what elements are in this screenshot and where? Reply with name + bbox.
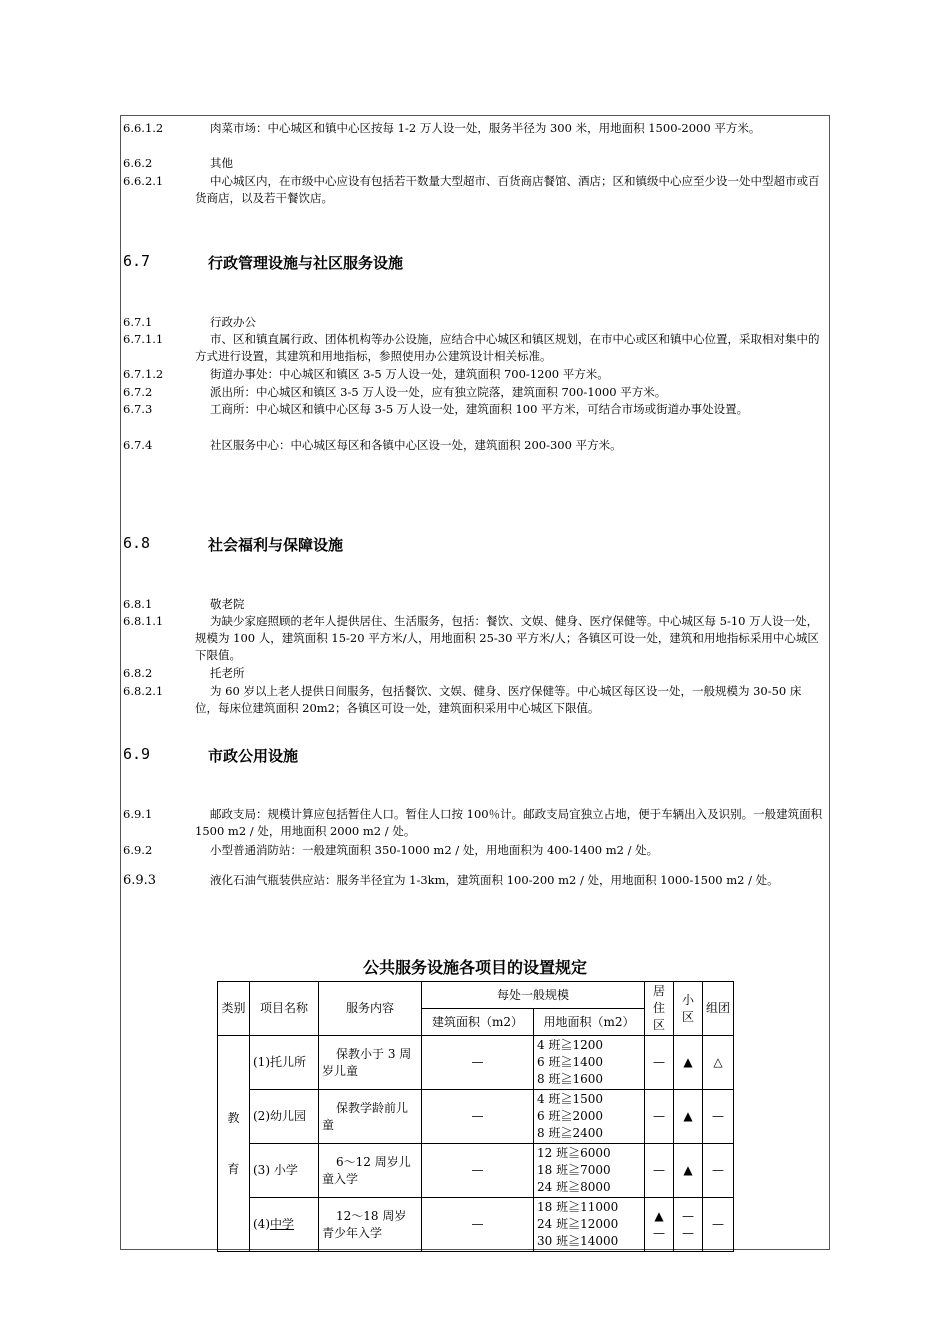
header-category: 类别 <box>218 982 250 1036</box>
building-area: — <box>422 1090 534 1144</box>
clause-6-8-2-1 <box>123 683 823 717</box>
land-area-line: 24 班≧12000 <box>537 1217 619 1231</box>
item-name: (1)托儿所 <box>250 1036 319 1090</box>
clause-text: 肉菜市场：中心城区和镇中心区按每 1-2 万人设一处，服务半径为 300 米，用地面积 1500-2000 平方米。 <box>210 121 761 135</box>
category-cell <box>218 1036 250 1252</box>
land-area-line: 30 班≧14000 <box>537 1234 619 1248</box>
table-row <box>218 1198 734 1252</box>
item-name-prefix: (4) <box>253 1217 270 1231</box>
community-mark: ▲ <box>674 1090 703 1144</box>
cluster-mark: — <box>703 1144 734 1198</box>
land-area-line: 8 班≧2400 <box>537 1126 603 1140</box>
community-mark: — — <box>674 1198 703 1252</box>
item-content: 12～18 周岁青少年入学 <box>319 1198 422 1252</box>
community-mark: ▲ <box>674 1036 703 1090</box>
land-area-line: 18 班≧7000 <box>537 1163 611 1177</box>
clause-6-9-1 <box>123 806 823 840</box>
clause-text: 街道办事处：中心城区和镇区 3-5 万人设一处，建筑面积 700-1200 平方米。 <box>210 367 609 381</box>
section-number: 6.7 <box>123 252 151 270</box>
land-area-line: 24 班≧8000 <box>537 1180 611 1194</box>
clause-number: 6.9.2 <box>123 843 153 857</box>
item-content: 6～12 周岁儿童入学 <box>319 1144 422 1198</box>
item-name: (2)幼儿园 <box>250 1090 319 1144</box>
clause-number: 6.8.1 <box>123 597 153 611</box>
clause-6-7-2 <box>123 384 823 401</box>
clause-6-7-3 <box>123 401 823 418</box>
clause-number: 6.7.2 <box>123 385 153 399</box>
table-title: 公共服务设施各项目的设置规定 <box>362 958 587 977</box>
cluster-mark: — <box>703 1090 734 1144</box>
header-name: 项目名称 <box>250 982 319 1036</box>
residential-mark: — <box>645 1036 674 1090</box>
clause-number: 6.7.1 <box>123 315 153 329</box>
residential-mark: — <box>645 1144 674 1198</box>
table-row <box>218 1090 734 1144</box>
building-area: — <box>422 1036 534 1090</box>
land-area <box>534 1090 645 1144</box>
cluster-mark: — <box>703 1198 734 1252</box>
land-area-line: 6 班≧2000 <box>537 1109 603 1123</box>
clause-6-9-2 <box>123 842 823 859</box>
clause-text: 市、区和镇直属行政、团体机构等办公设施，应结合中心城区和镇区规划，在市中心或区和镇中心位置，采取相对集中的方式进行设置，其建筑和用地指标，参照使用办公建筑设计相关标准。 <box>195 332 820 363</box>
header-building-area: 建筑面积（m2） <box>422 1009 534 1036</box>
clause-number: 6.8.2.1 <box>123 684 164 698</box>
header-land-area: 用地面积（m2） <box>534 1009 645 1036</box>
clause-number: 6.8.1.1 <box>123 614 164 628</box>
table-row <box>218 1036 734 1090</box>
section-title: 市政公用设施 <box>208 747 299 765</box>
section-title: 社会福利与保障设施 <box>208 536 344 554</box>
land-area <box>534 1144 645 1198</box>
community-mark: ▲ <box>674 1144 703 1198</box>
clause-6-8-2 <box>123 665 823 682</box>
residential-mark: ▲ — <box>645 1198 674 1252</box>
section-number: 6.8 <box>123 534 151 552</box>
clause-text: 为缺少家庭照顾的老年人提供居住、生活服务，包括：餐饮、文娱、健身、医疗保健等。中心城区每 5-10 万人设一处，规模为 100 人，建筑面积 15-20 平方米/人，用地面积 25-30 平方米/人；各镇区可设一处，建筑和用地指标采用中心城区下限值。 <box>195 614 819 662</box>
residential-mark: — <box>645 1090 674 1144</box>
clause-number: 6.9.3 <box>123 873 157 888</box>
header-community: 小区 <box>674 982 703 1036</box>
building-area: — <box>422 1144 534 1198</box>
clause-6-8-1 <box>123 596 823 613</box>
clause-6-6-2-1 <box>123 173 823 207</box>
header-scale: 每处一般规模 <box>422 982 645 1009</box>
land-area-line: 8 班≧1600 <box>537 1072 603 1086</box>
item-content: 保教小于 3 周岁儿童 <box>319 1036 422 1090</box>
header-content: 服务内容 <box>319 982 422 1036</box>
category-char: 教 <box>227 1110 240 1125</box>
clause-6-7-1-2 <box>123 366 823 383</box>
clause-text: 敬老院 <box>210 597 245 611</box>
clause-6-7-4 <box>123 437 823 454</box>
clause-6-9-3 <box>123 868 823 893</box>
section-number: 6.9 <box>123 745 151 763</box>
header-residential: 居住区 <box>645 982 674 1036</box>
clause-text: 托老所 <box>210 666 245 680</box>
clause-number: 6.7.1.2 <box>123 367 164 381</box>
clause-text: 其他 <box>210 156 233 170</box>
land-area <box>534 1198 645 1252</box>
clause-number: 6.7.4 <box>123 438 153 452</box>
item-name: (3) 小学 <box>250 1144 319 1198</box>
item-name <box>250 1198 319 1252</box>
clause-number: 6.9.1 <box>123 807 153 821</box>
clause-text: 小型普通消防站：一般建筑面积 350-1000 m2 / 处，用地面积为 400-1400 m2 / 处。 <box>210 843 659 857</box>
table-row <box>218 1144 734 1198</box>
clause-text: 派出所：中心城区和镇区 3-5 万人设一处，应有独立院落，建筑面积 700-1000 平方米。 <box>210 385 667 399</box>
clause-number: 6.8.2 <box>123 666 153 680</box>
header-cluster: 组团 <box>703 982 734 1036</box>
land-area-line: 6 班≧1400 <box>537 1055 603 1069</box>
table-header-row <box>218 982 734 1009</box>
clause-number: 6.6.2 <box>123 156 153 170</box>
clause-6-7-1-1 <box>123 331 823 365</box>
building-area: — <box>422 1198 534 1252</box>
clause-number: 6.7.1.1 <box>123 332 164 346</box>
land-area-line: 18 班≧11000 <box>537 1200 619 1214</box>
clause-text: 工商所：中心城区和镇中心区每 3-5 万人设一处，建筑面积 100 平方米，可结合市场或街道办事处设置。 <box>210 402 749 416</box>
clause-6-7-1 <box>123 314 823 331</box>
category-char: 育 <box>227 1161 240 1176</box>
clause-text: 中心城区内，在市级中心应设有包括若干数量大型超市、百货商店餐馆、酒店；区和镇级中心应至少设一处中型超市或百货商店，以及若干餐饮店。 <box>195 174 820 205</box>
clause-text: 液化石油气瓶装供应站：服务半径宜为 1-3km，建筑面积 100-200 m2 / 处，用地面积 1000-1500 m2 / 处。 <box>210 873 779 887</box>
clause-text: 邮政支局：规模计算应包括暂住人口。暂住人口按 100％计。邮政支局宜独立占地，便于车辆出入及识别。一般建筑面积 1500 m2 / 处，用地面积 2000 m2 / 处。 <box>195 807 823 838</box>
clause-number: 6.6.2.1 <box>123 174 164 188</box>
land-area <box>534 1036 645 1090</box>
clause-number: 6.7.3 <box>123 402 153 416</box>
clause-text: 社区服务中心：中心城区每区和各镇中心区设一处，建筑面积 200-300 平方米。 <box>210 438 622 452</box>
land-area-line: 4 班≧1200 <box>537 1038 603 1052</box>
clause-6-8-1-1 <box>123 613 823 664</box>
item-name-link[interactable]: 中学 <box>270 1217 295 1231</box>
cluster-mark: △ <box>703 1036 734 1090</box>
clause-6-6-2 <box>123 155 823 172</box>
clause-number: 6.6.1.2 <box>123 121 164 135</box>
land-area-line: 12 班≧6000 <box>537 1146 611 1160</box>
clause-6-6-1-2 <box>123 120 823 137</box>
land-area-line: 4 班≧1500 <box>537 1092 603 1106</box>
section-title: 行政管理设施与社区服务设施 <box>208 254 404 272</box>
clause-text: 为 60 岁以上老人提供日间服务，包括餐饮、文娱、健身、医疗保健等。中心城区每区设一处，一般规模为 30-50 床位，每床位建筑面积 20m2；各镇区可设一处，建筑面积采用中心城区下限值。 <box>195 684 802 715</box>
item-content: 保教学龄前儿童 <box>319 1090 422 1144</box>
clause-text: 行政办公 <box>210 315 256 329</box>
facility-table <box>217 981 734 1252</box>
